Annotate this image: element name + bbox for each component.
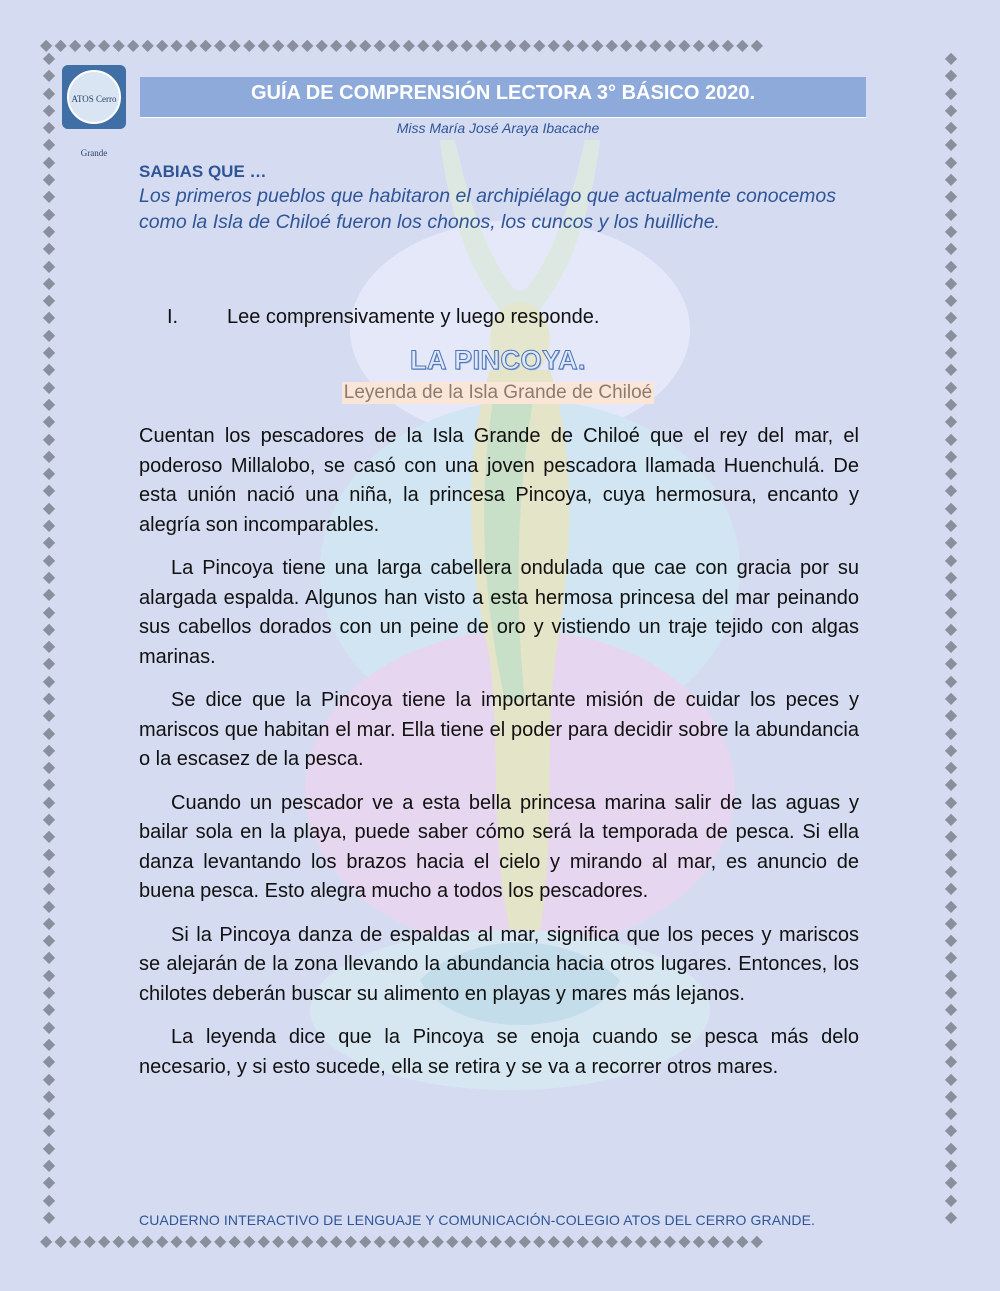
- story-paragraph: Cuando un pescador ve a esta bella princesa marina salir de las aguas y bailar sola en la playa, puede saber cómo será la temporada de pesca. Si ella danza levantando los brazos hacia el cielo y mirando al mar, es anuncio de buena pesca. Esto alegra mucho a todos los pescadores.: [139, 791, 859, 902]
- diamond-border-top: ◆◆◆◆◆◆◆◆◆◆◆◆◆◆◆◆◆◆◆◆◆◆◆◆◆◆◆◆◆◆◆◆◆◆◆◆◆◆◆◆◆◆◆◆◆◆◆◆◆◆: [40, 38, 766, 54]
- sabias-que-heading: SABIAS QUE …: [139, 162, 267, 181]
- title-bar: [140, 77, 866, 118]
- instruction-number: I.: [167, 306, 179, 328]
- story-paragraph: Si la Pincoya danza de espaldas al mar, significa que los peces y mariscos se alejarán de la zona llevando la abundancia hacia otros lugares. Entonces, los chilotes deberán buscar su alimento en playas y mares más lejanos.: [139, 923, 859, 1005]
- school-logo-text: ATOS Cerro Grande: [67, 70, 121, 124]
- diamond-border-left: ◆ ◆ ◆ ◆ ◆ ◆ ◆ ◆ ◆ ◆ ◆ ◆ ◆ ◆ ◆ ◆ ◆ ◆ ◆ ◆ ◆ ◆ ◆ ◆ ◆ ◆ ◆ ◆ ◆ ◆ ◆ ◆ ◆ ◆ ◆ ◆ ◆ ◆ ◆ ◆ ◆ ◆ ◆ ◆ ◆ ◆ ◆ ◆ ◆ ◆ ◆ ◆ ◆ ◆ ◆ ◆ ◆ ◆ ◆ ◆ ◆ ◆ ◆ ◆ ◆ ◆ ◆ ◆: [42, 50, 56, 1226]
- sabias-que-text: Los primeros pueblos que habitaron el archipiélago que actualmente conocemos como la Isla de Chiloé fueron los chonos, los cuncos y los huilliche.: [139, 185, 837, 233]
- school-logo: [62, 65, 126, 158]
- diamond-border-right: ◆ ◆ ◆ ◆ ◆ ◆ ◆ ◆ ◆ ◆ ◆ ◆ ◆ ◆ ◆ ◆ ◆ ◆ ◆ ◆ ◆ ◆ ◆ ◆ ◆ ◆ ◆ ◆ ◆ ◆ ◆ ◆ ◆ ◆ ◆ ◆ ◆ ◆ ◆ ◆ ◆ ◆ ◆ ◆ ◆ ◆ ◆ ◆ ◆ ◆ ◆ ◆ ◆ ◆ ◆ ◆ ◆ ◆ ◆ ◆ ◆ ◆ ◆ ◆ ◆ ◆ ◆ ◆: [944, 50, 958, 1226]
- diamond-border-bottom: ◆◆◆◆◆◆◆◆◆◆◆◆◆◆◆◆◆◆◆◆◆◆◆◆◆◆◆◆◆◆◆◆◆◆◆◆◆◆◆◆◆◆◆◆◆◆◆◆◆◆: [40, 1234, 766, 1250]
- story-paragraph: La Pincoya tiene una larga cabellera ondulada que cae con gracia por su alargada espalda. Algunos han visto a esta hermosa princesa del mar peinando sus cabellos dorados con un peine de oro y vistiendo un traje tejido con algas marinas.: [139, 557, 859, 668]
- story-subtitle: Leyenda de la Isla Grande de Chiloé: [343, 382, 653, 403]
- page-title: GUÍA DE COMPRENSIÓN LECTORA 3° BÁSICO 2020.: [250, 82, 755, 104]
- instruction-text: Lee comprensivamente y luego responde.: [227, 306, 600, 328]
- story-paragraph: Cuentan los pescadores de la Isla Grande de Chiloé que el rey del mar, el poderoso Millalobo, se casó con una joven pescadora llamada Huenchulá. De esta unión nació una niña, la princesa Pincoya, cuya hermosura, encanto y alegría son incomparables.: [139, 425, 859, 536]
- story-subtitle-wrap: [140, 382, 856, 404]
- footer-text: CUADERNO INTERACTIVO DE LENGUAJE Y COMUNICACIÓN-COLEGIO ATOS DEL CERRO GRANDE.: [139, 1212, 816, 1228]
- author-name: Miss María José Araya Ibacache: [396, 120, 600, 136]
- story-paragraph: Se dice que la Pincoya tiene la importante misión de cuidar los peces y mariscos que habitan el mar. Ella tiene el poder para decidir sobre la abundancia o la escasez de la pesca.: [139, 689, 859, 770]
- story-paragraph: La leyenda dice que la Pincoya se enoja cuando se pesca más delo necesario, y si esto sucede, ella se retira y se va a recorrer otros mares.: [139, 1026, 859, 1078]
- story-title: LA PINCOYA.: [409, 345, 587, 375]
- story-body: [139, 422, 859, 1096]
